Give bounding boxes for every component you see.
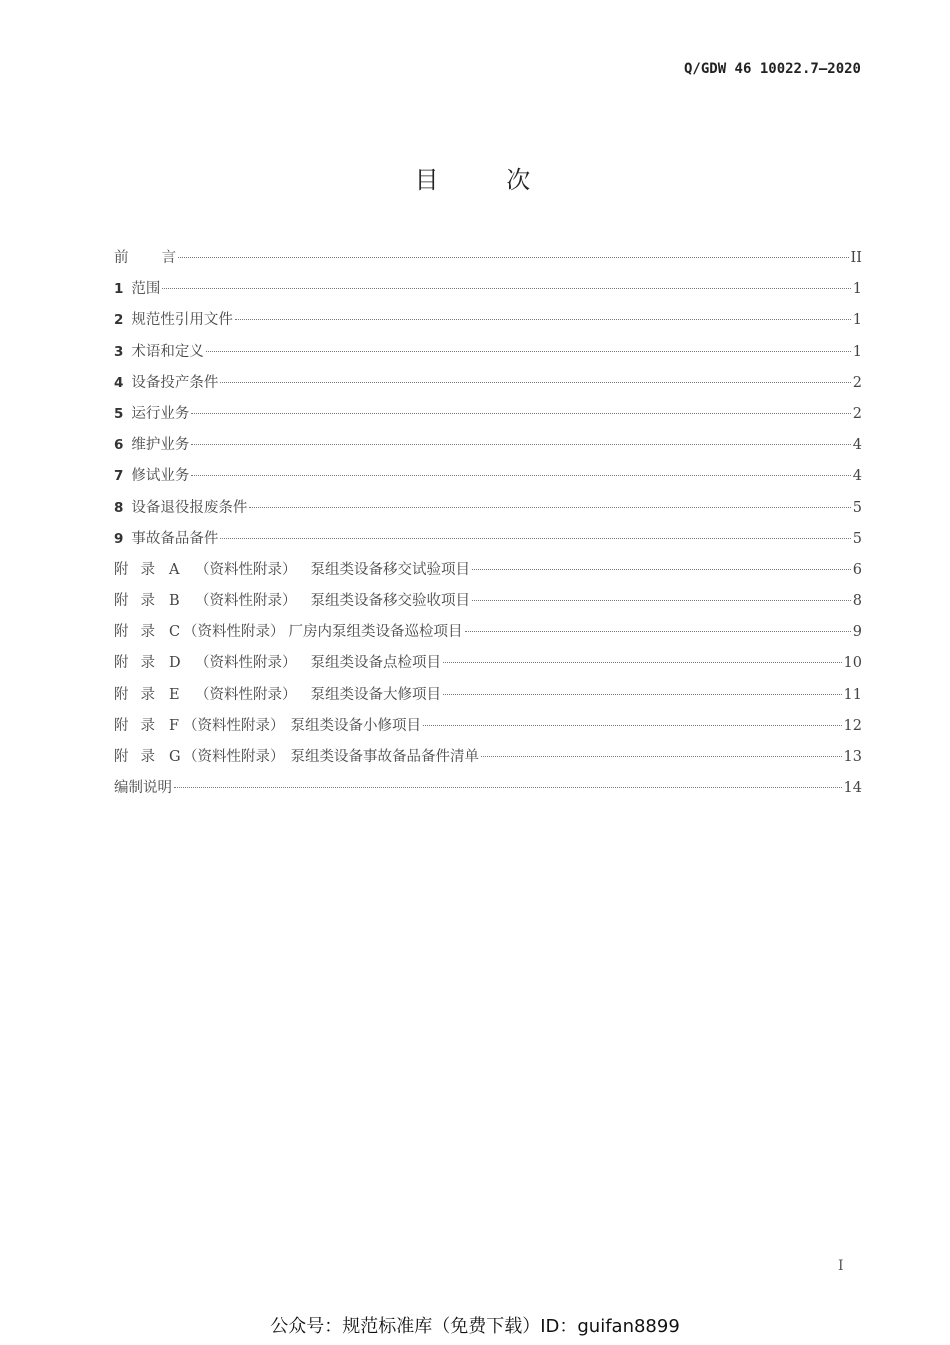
dot-leader bbox=[191, 475, 850, 476]
appendix-lu: 录 bbox=[140, 717, 155, 734]
toc-title: 厂房内泵组类设备巡检项目 bbox=[288, 624, 463, 641]
toc-num: 1 bbox=[114, 281, 124, 298]
toc-page: 13 bbox=[843, 749, 862, 765]
toc-item-chapter-2[interactable] bbox=[114, 308, 862, 339]
toc-num: 4 bbox=[114, 374, 124, 391]
toc-page: 1 bbox=[852, 343, 862, 360]
toc-item-appendix-e[interactable] bbox=[114, 683, 862, 714]
appendix-letter: E bbox=[169, 686, 180, 703]
toc-preface-label-a: 前 bbox=[114, 250, 129, 266]
appendix-lu: 录 bbox=[140, 749, 155, 765]
toc-item-chapter-8[interactable] bbox=[114, 496, 862, 527]
dot-leader bbox=[423, 725, 842, 726]
toc-num: 2 bbox=[114, 312, 124, 329]
appendix-lu: 录 bbox=[140, 686, 155, 703]
dot-leader bbox=[178, 257, 849, 258]
toc-title: 编制说明 bbox=[114, 780, 172, 797]
toc-page: 1 bbox=[852, 281, 862, 298]
appendix-note: （资料性附录） bbox=[195, 686, 297, 703]
toc-item-appendix-g[interactable] bbox=[114, 745, 862, 776]
toc-page: 4 bbox=[852, 437, 862, 454]
toc-title: 设备退役报废条件 bbox=[131, 499, 248, 516]
toc-item-chapter-9[interactable] bbox=[114, 527, 862, 558]
appendix-fu: 附 bbox=[114, 561, 129, 578]
appendix-note: （资料性附录） bbox=[183, 749, 285, 765]
dot-leader bbox=[191, 444, 850, 445]
toc-title: 维护业务 bbox=[131, 437, 190, 454]
dot-leader bbox=[443, 662, 842, 663]
dot-leader bbox=[443, 694, 842, 695]
toc-item-preface[interactable] bbox=[114, 246, 862, 277]
toc-title: 泵组类设备大修项目 bbox=[310, 686, 441, 703]
toc-item-chapter-5[interactable] bbox=[114, 402, 862, 433]
standard-code: Q/GDW 46 10022.7—2020 bbox=[683, 61, 861, 77]
toc-page: 1 bbox=[852, 312, 862, 329]
dot-leader bbox=[472, 600, 851, 601]
toc-title: 泵组类设备事故备品备件清单 bbox=[290, 749, 479, 765]
dot-leader bbox=[206, 351, 851, 352]
toc-title: 修试业务 bbox=[131, 468, 190, 485]
dot-leader bbox=[191, 413, 850, 414]
appendix-letter: G bbox=[169, 749, 181, 765]
appendix-lu: 录 bbox=[140, 561, 155, 578]
dot-leader bbox=[235, 319, 851, 320]
toc-page: 11 bbox=[843, 686, 862, 703]
appendix-letter: D bbox=[169, 655, 181, 672]
dot-leader bbox=[249, 507, 850, 508]
appendix-fu: 附 bbox=[114, 717, 129, 734]
toc-page: 14 bbox=[843, 780, 862, 797]
toc-title: 泵组类设备移交试验项目 bbox=[310, 561, 470, 578]
appendix-note: （资料性附录） bbox=[195, 593, 297, 610]
toc-num: 3 bbox=[114, 343, 124, 360]
appendix-letter: C bbox=[169, 624, 181, 641]
appendix-note: （资料性附录） bbox=[183, 717, 285, 734]
toc-page: 12 bbox=[843, 717, 862, 734]
appendix-lu: 录 bbox=[140, 655, 155, 672]
toc-item-appendix-f[interactable] bbox=[114, 714, 862, 745]
toc-item-appendix-c[interactable] bbox=[114, 620, 862, 651]
toc-page: 10 bbox=[843, 655, 862, 672]
appendix-lu: 录 bbox=[140, 624, 155, 641]
appendix-letter: B bbox=[169, 593, 180, 610]
toc-num: 6 bbox=[114, 437, 124, 454]
appendix-letter: F bbox=[169, 717, 180, 734]
toc-title: 泵组类设备移交验收项目 bbox=[310, 593, 470, 610]
appendix-fu: 附 bbox=[114, 655, 129, 672]
appendix-note: （资料性附录） bbox=[195, 561, 297, 578]
toc-num: 5 bbox=[114, 405, 124, 422]
appendix-fu: 附 bbox=[114, 686, 129, 703]
toc-title: 泵组类设备小修项目 bbox=[290, 717, 421, 734]
toc-page: 2 bbox=[852, 405, 862, 422]
appendix-letter: A bbox=[169, 561, 180, 578]
toc-title: 术语和定义 bbox=[131, 343, 204, 360]
footer-watermark: 公众号：规范标准库（免费下载）ID：guifan8899 bbox=[270, 1316, 680, 1337]
toc-page: 2 bbox=[852, 374, 862, 391]
toc-num: 7 bbox=[114, 468, 124, 485]
toc-title: 泵组类设备点检项目 bbox=[310, 655, 441, 672]
toc-preface-label-b: 言 bbox=[161, 250, 176, 266]
toc-title: 范围 bbox=[131, 281, 161, 298]
toc-item-chapter-7[interactable] bbox=[114, 464, 862, 495]
toc-title: 事故备品备件 bbox=[131, 530, 219, 547]
dot-leader bbox=[481, 756, 842, 757]
toc-title: 运行业务 bbox=[131, 405, 190, 422]
appendix-fu: 附 bbox=[114, 749, 129, 765]
page-number: I bbox=[838, 1258, 844, 1274]
toc-item-chapter-1[interactable] bbox=[114, 277, 862, 308]
toc-page: 5 bbox=[852, 530, 862, 547]
appendix-fu: 附 bbox=[114, 624, 129, 641]
toc-page: 9 bbox=[852, 624, 862, 641]
dot-leader bbox=[162, 288, 850, 289]
appendix-note: （资料性附录） bbox=[183, 624, 285, 641]
toc-page: 6 bbox=[852, 561, 862, 578]
dot-leader bbox=[220, 382, 850, 383]
toc-num: 9 bbox=[114, 530, 124, 547]
toc-page: 4 bbox=[852, 468, 862, 485]
appendix-note: （资料性附录） bbox=[195, 655, 297, 672]
dot-leader bbox=[465, 631, 851, 632]
toc-item-compilation-notes[interactable] bbox=[114, 776, 862, 807]
toc-item-chapter-6[interactable] bbox=[114, 433, 862, 464]
toc-title: 设备投产条件 bbox=[131, 374, 219, 391]
toc-item-chapter-3[interactable] bbox=[114, 340, 862, 371]
toc-item-appendix-b[interactable] bbox=[114, 589, 862, 620]
toc-page: 8 bbox=[852, 593, 862, 610]
toc-item-appendix-a[interactable] bbox=[114, 558, 862, 589]
table-of-contents bbox=[114, 246, 862, 807]
toc-page: II bbox=[850, 250, 862, 266]
toc-item-appendix-d[interactable] bbox=[114, 651, 862, 682]
page-title: 目 次 bbox=[414, 166, 561, 194]
toc-num: 8 bbox=[114, 499, 124, 516]
dot-leader bbox=[472, 569, 851, 570]
appendix-fu: 附 bbox=[114, 593, 129, 610]
dot-leader bbox=[174, 787, 842, 788]
toc-page: 5 bbox=[852, 499, 862, 516]
toc-item-chapter-4[interactable] bbox=[114, 371, 862, 402]
toc-title: 规范性引用文件 bbox=[131, 312, 233, 329]
appendix-lu: 录 bbox=[140, 593, 155, 610]
dot-leader bbox=[220, 538, 850, 539]
